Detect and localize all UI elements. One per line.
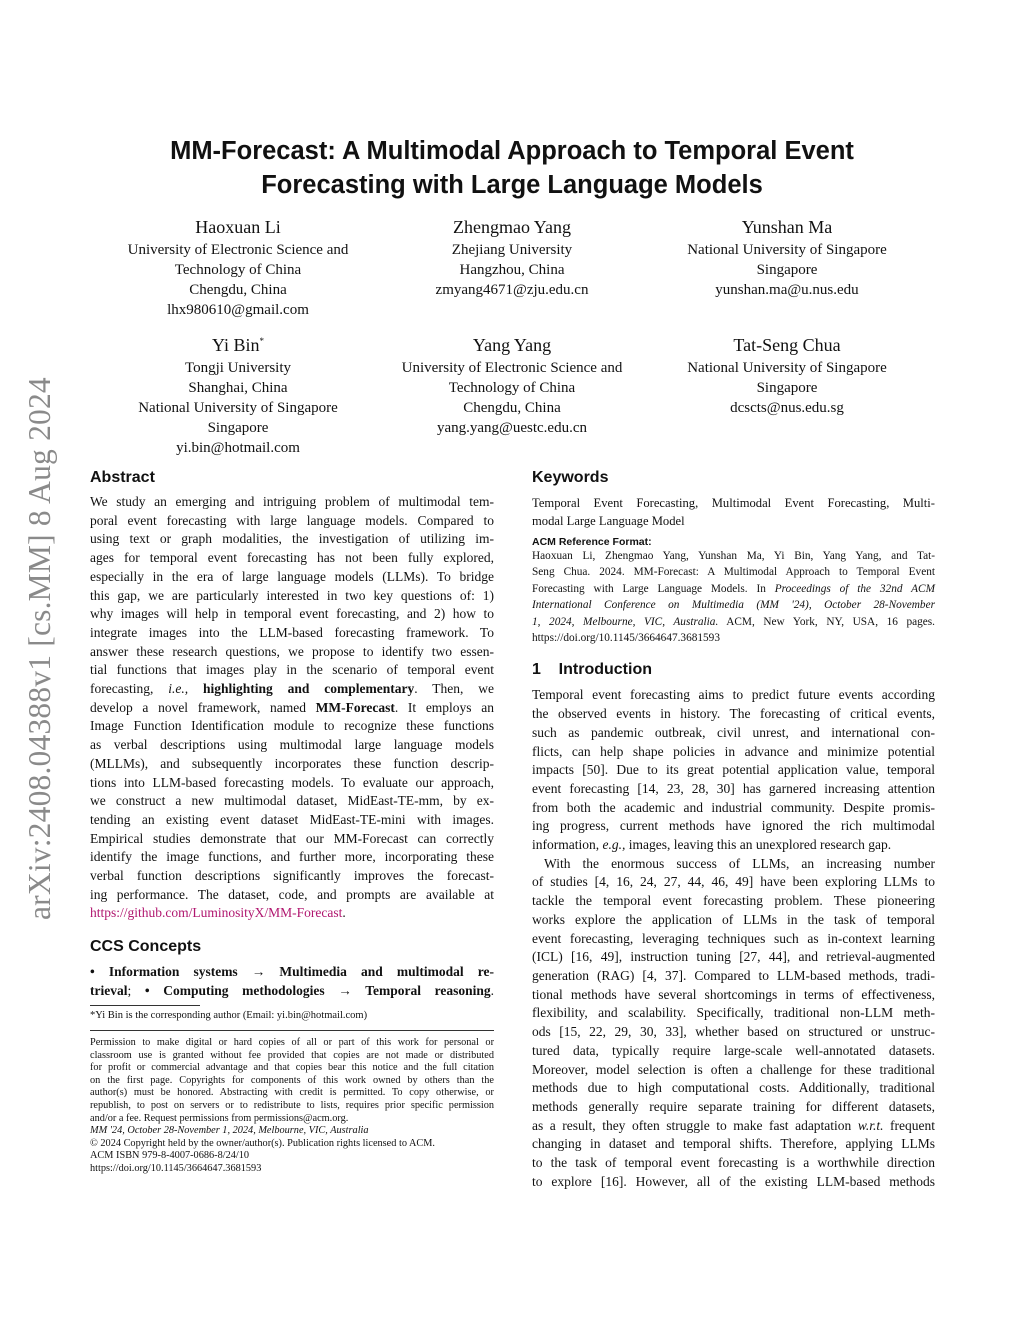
keywords-line: modal Large Language Model [532, 514, 685, 528]
author-name: Haoxuan Li [195, 217, 281, 237]
author-block-4 [110, 334, 366, 458]
author-block-1 [110, 216, 366, 320]
intro-line: methods due to high computational costs. Additionally, traditional [532, 1080, 935, 1096]
author-affiliation: National University of Singapore [138, 400, 338, 416]
author-location: Hangzhou, China [459, 262, 565, 278]
permission-text [90, 1037, 494, 1176]
isbn-line: ACM ISBN 979-8-4007-0686-8/24/10 [90, 1150, 250, 1162]
github-link[interactable]: https://github.com/LuminosityX/MM-Forecast [90, 905, 343, 921]
keywords-body [532, 494, 935, 530]
text-run: develop a novel framework, named [90, 699, 316, 715]
author-location: Chengdu, China [189, 282, 287, 298]
abstract-body [90, 493, 494, 923]
author-block-5 [384, 334, 640, 438]
author-block-2 [384, 216, 640, 300]
arxiv-stamp: arXiv:2408.04388v1 [cs.MM] 8 Aug 2024 [22, 377, 57, 920]
footnote-rule [90, 1005, 200, 1006]
copyright-line: © 2024 Copyright held by the owner/author(s). Publication rights licensed to ACM. [90, 1137, 436, 1149]
text-run-italic: 1, 2024, Melbourne, VIC, Australia. [532, 615, 719, 628]
abstract-line: verbal function descriptions significantly improves the forecast- [90, 868, 494, 884]
acm-ref-doi[interactable]: https://doi.org/10.1145/3664647.3681593 [532, 632, 720, 645]
abstract-line [90, 904, 494, 923]
abstract-heading: Abstract [90, 469, 155, 486]
author-affiliation: Technology of China [448, 380, 576, 396]
author-location: Chengdu, China [463, 400, 561, 416]
ccs-line [90, 982, 494, 1001]
author-location: Singapore [207, 420, 269, 436]
abstract-line: especially in the era of large language models (LLMs). To bridge [90, 568, 494, 584]
permission-line: republish, to post on servers or to redistribute to lists, requires prior specific permission [90, 1099, 494, 1111]
author-affiliation: National University of Singapore [687, 360, 887, 376]
text-run-italic: e.g., [602, 837, 626, 853]
intro-line: methods generally require separate training for different datasets, [532, 1098, 935, 1114]
author-name: Zhengmao Yang [453, 217, 571, 237]
ccs-body [90, 963, 494, 1000]
author-block-3 [659, 216, 915, 300]
intro-line: ing progress, current methods have ignored the rich multimodal [532, 818, 935, 834]
acm-ref-line: Haoxuan Li, Zhengmao Yang, Yunshan Ma, Yi Bin, Yang Yang, and Tat- [532, 550, 935, 562]
text-run: ; [127, 982, 145, 998]
author-email: zmyang4671@zju.edu.cn [435, 282, 589, 298]
footnote-text: *Yi Bin is the corresponding author (Email: yi.bin@hotmail.com) [90, 1010, 368, 1021]
intro-heading: 1 Introduction [532, 661, 652, 679]
abstract-line: ing performance. The dataset, code, and prompts are available at [90, 886, 494, 902]
abstract-line [90, 699, 494, 718]
abstract-line: poral event forecasting with large language models. Compared to [90, 512, 494, 528]
text-run: . [490, 982, 494, 998]
intro-line: With the enormous success of LLMs, an increasing number [544, 855, 935, 871]
intro-line: tional methods have several shortcomings in terms of effectiveness, [532, 986, 935, 1002]
permission-rule [90, 1030, 494, 1031]
venue-line: MM '24, October 28-November 1, 2024, Melbourne, VIC, Australia [90, 1125, 369, 1137]
intro-line [532, 836, 935, 855]
author-name [110, 334, 366, 356]
text-run-italic: i.e., [168, 681, 189, 697]
abstract-line: tial functions that images play in the scenario of temporal event [90, 662, 494, 678]
abstract-line: this gap, we are particularly interested in two key questions of: 1) [90, 587, 494, 603]
author-email: lhx980610@gmail.com [167, 302, 309, 318]
intro-line: Moreover, model selection is often a challenge for these traditional [532, 1061, 935, 1077]
text-run: ACM, New York, NY, USA, 16 pages. [718, 615, 936, 628]
author-affiliation: National University of Singapore [687, 242, 887, 258]
text-run: . [342, 905, 346, 921]
corresponding-mark: * [259, 336, 264, 346]
intro-line: event forecasting [14, 23, 28, 30] has garnered increasing attention [532, 780, 935, 796]
intro-line: generation (RAG) [4, 37]. Compared to LLM-based methods, tradi- [532, 967, 935, 983]
abstract-line: we construct a new multimodal dataset, MidEast-TE-mm, by ex- [90, 793, 494, 809]
permission-line: Permission to make digital or hard copies of all or part of this work for personal or [90, 1037, 494, 1048]
keywords-heading: Keywords [532, 469, 609, 486]
author-affiliation: Technology of China [174, 262, 302, 278]
abstract-line: why images will help in temporal event forecasting, and 2) how to [90, 606, 494, 622]
author-email: yang.yang@uestc.edu.cn [436, 420, 587, 436]
permission-line: classroom use is granted without fee provided that copies are not made or distributed [90, 1049, 494, 1061]
text-run: . It employs an [394, 699, 494, 715]
text-run-italic: w.r.t. [857, 1117, 884, 1133]
permission-line: for profit or commercial advantage and that copies bear this notice and the full citation [90, 1062, 494, 1074]
abstract-line: using text or graph modalities, the investigation of utilizing im- [90, 531, 494, 547]
author-affiliation: Tongji University [184, 360, 292, 376]
text-run: as a result, they often struggle to make fast adaptation [532, 1117, 858, 1133]
intro-body [532, 686, 935, 1191]
abstract-line: We study an emerging and intriguing problem of multimodal tem- [90, 494, 494, 509]
acm-ref-body [532, 548, 935, 646]
intro-line: such as pandemic outbreak, civil unrest, and international con- [532, 724, 935, 740]
text-run-bold: MM-Forecast [315, 699, 395, 715]
intro-line: to the task of temporal event forecasting is a worthwhile direction [532, 1155, 935, 1171]
acm-ref-heading: ACM Reference Format: [532, 536, 652, 548]
text-run: forecasting, [90, 681, 169, 697]
intro-line: Temporal event forecasting aims to predict future events according [532, 687, 935, 703]
abstract-line: tions into LLM-based forecasting models. To evaluate our approach, [90, 774, 494, 790]
acm-ref-line: International Conference on Multimedia (MM '24), October 28-November [532, 599, 935, 612]
ccs-line: • Information systems → Multimedia and multimodal re- [90, 964, 494, 980]
author-name: Yang Yang [472, 335, 552, 355]
abstract-line: integrate images into the LLM-based forecasting framework. To [90, 624, 494, 640]
title-line-1: MM-Forecast: A Multimodal Approach to Temporal Event [170, 137, 854, 165]
author-affiliation: Zhejiang University [451, 242, 573, 258]
intro-line: of studies [4, 16, 24, 27, 44, 46, 49] have been exploring LLMs to [532, 874, 935, 890]
abstract-line: answer these research questions, we propose to identify two essen- [90, 643, 494, 659]
intro-line: tured data, typically require large-scale well-annotated datasets. [532, 1042, 935, 1058]
author-email: yi.bin@hotmail.com [176, 440, 300, 456]
intro-line: flicts, can help shape policies in advance and minimize potential [532, 743, 935, 759]
abstract-line: ages for temporal event forecasting has not been fully explored, [90, 550, 494, 566]
permission-line: on the first page. Copyrights for components of this work owned by others than the [90, 1074, 494, 1086]
intro-line: the observed events in history. The forecasting of critical events, [532, 706, 935, 722]
text-run-bold: trieval [90, 982, 128, 998]
text-run: Forecasting with Large Language Models. In [532, 582, 775, 595]
intro-line: tackle the temporal event forecasting problem. These pioneering [532, 893, 935, 909]
author-location: Singapore [756, 380, 818, 396]
abstract-line: Empirical studies demonstrate that our MM-Forecast can correctly [90, 830, 494, 846]
acm-ref-line [532, 581, 935, 597]
text-run: frequent [883, 1117, 935, 1133]
author-affiliation: University of Electronic Science and [127, 242, 349, 258]
abstract-line: (MLLMs), and subsequently incorporates these function descrip- [90, 755, 494, 771]
keywords-line: Temporal Event Forecasting, Multimodal Event Forecasting, Multi- [532, 496, 935, 510]
author-affiliation: University of Electronic Science and [401, 360, 623, 376]
author-name-text: Yi Bin [211, 335, 260, 355]
author-name: Tat-Seng Chua [733, 335, 841, 355]
intro-line: ods [15, 22, 29, 30, 33], whether based on structured or unstruc- [532, 1024, 935, 1040]
title-line-2: Forecasting with Large Language Models [261, 171, 763, 199]
intro-line: event forecasting, leveraging techniques such as in-context learning [532, 930, 935, 946]
intro-line: changing in dataset and temporal shifts. Therefore, applying LLMs [532, 1136, 935, 1152]
text-run-bold: highlighting and complementary [188, 681, 415, 697]
author-location: Shanghai, China [188, 380, 288, 396]
abstract-line: as verbal descriptions using multimodal large language models [90, 737, 494, 753]
text-run: . Then, we [414, 681, 494, 697]
permission-block [90, 1030, 494, 1176]
author-block-6 [659, 334, 915, 418]
text-run-bold: • Computing methodologies → Temporal reasoning [144, 982, 491, 998]
acm-ref-line [532, 614, 935, 630]
text-run: images, leaving this an unexplored research gap. [625, 837, 892, 853]
text-run: information, [532, 837, 603, 853]
author-location: Singapore [756, 262, 818, 278]
intro-line [532, 1117, 935, 1136]
author-email: dcscts@nus.edu.sg [730, 400, 844, 416]
permission-line: author(s) must be honored. Abstracting with credit is permitted. To copy otherwise, or [90, 1087, 494, 1099]
right-column [532, 468, 935, 1191]
acm-ref-line: Seng Chua. 2024. MM-Forecast: A Multimodal Approach to Temporal Event [532, 566, 935, 579]
text-run-italic: Proceedings of the 32nd ACM [774, 582, 935, 595]
abstract-line [90, 680, 494, 699]
intro-line: works explore the application of LLMs in the task of temporal [532, 911, 935, 927]
paper-title [90, 134, 934, 202]
doi-line: https://doi.org/10.1145/3664647.3681593 [90, 1162, 262, 1174]
intro-line: impacts [50]. Due to its great potential application value, temporal [532, 762, 935, 778]
intro-line: (ICL) [16, 49], instruction tuning [27, 44], and retrieval-augmented [532, 949, 935, 965]
author-name: Yunshan Ma [741, 217, 833, 237]
author-email: yunshan.ma@u.nus.edu [715, 282, 859, 298]
ccs-heading: CCS Concepts [90, 938, 202, 956]
corresponding-footnote [90, 1005, 494, 1023]
left-column [90, 468, 494, 1001]
abstract-line: identify the image functions, and further more, incorporating these [90, 849, 494, 865]
intro-line: from both the academic and industrial community. Despite promis- [532, 799, 935, 815]
abstract-line: Image Function Identification module to recognize these functions [90, 718, 494, 734]
intro-line: to explore [16]. However, all of the existing LLM-based methods [532, 1173, 935, 1189]
intro-line: flexibility, and scalability. Specifically, traditional non-LLM meth- [532, 1005, 935, 1021]
abstract-line: tending an existing event dataset MidEast-TE-mini with images. [90, 811, 494, 827]
permission-line: and/or a fee. Request permissions from permissions@acm.org. [90, 1112, 349, 1124]
